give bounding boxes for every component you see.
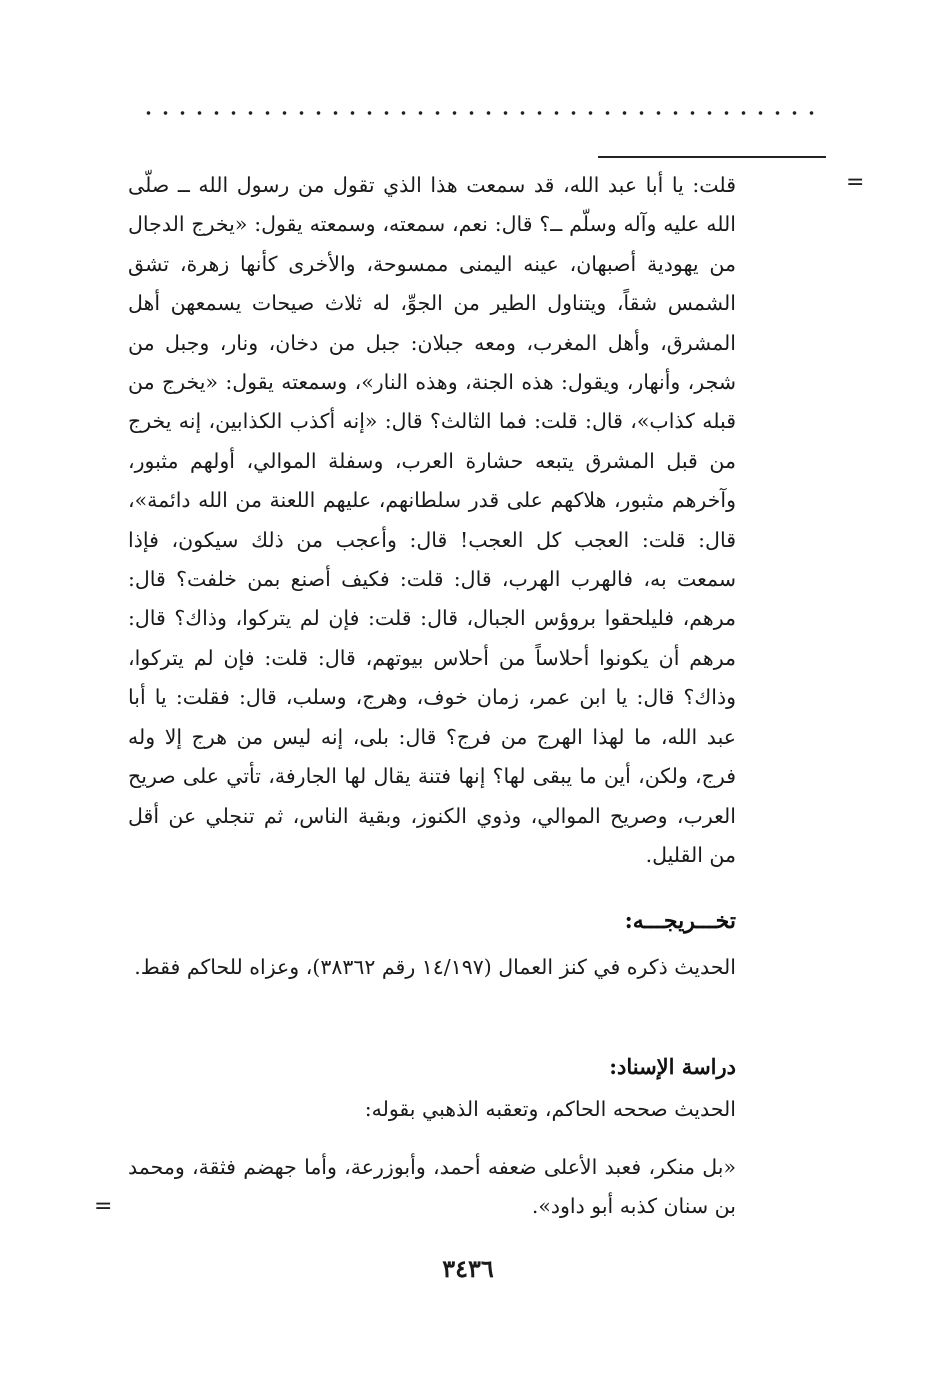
dirasa-heading: دراسة الإسناد:	[609, 1054, 736, 1079]
dotted-separator	[140, 108, 820, 118]
dirasa-intro-line: الحديث صححه الحاكم، وتعقبه الذهبي بقوله:	[364, 1097, 736, 1121]
takhrij-paragraph: الحديث ذكره في كنز العمال (١٤/١٩٧ رقم ٣٨٣٦٢)، وعزاه للحاكم فقط.	[134, 955, 736, 979]
margin-mark-bottom: =	[94, 1194, 113, 1219]
top-rule-line	[598, 156, 826, 158]
takhrij-body	[128, 948, 736, 987]
hadith-body	[128, 166, 736, 875]
takhrij-heading: تخـــريجـــه:	[624, 908, 736, 934]
hadith-paragraph: قلت: يا أبا عبد الله، قد سمعت هذا الذي تقول من رسول الله ــ صلّى الله عليه وآله وسلّم ــ؟ قال: نعم، سمعته، وسمعته يقول: «يخرج الدجال من يهودية أصبهان، عينه اليمنى ممسوحة، والأخرى كأنها زهرة، تشق الشمس شقاً، ويتناول الطير من الجوِّ، له ثلاث صيحات يسمعهن أهل المشرق، وأهل المغرب، ومعه جبلان: جبل من دخان، ونار، وجبل من شجر، وأنهار، ويقول: هذه الجنة، وهذه النار»، وسمعته يقول: «يخرج من قبله كذاب»، قال: قلت: فما الثالث؟ قال: «إنه أكذب الكذابين، إنه يخرج من قبل المشرق يتبعه حشارة العرب، وسفلة الموالي، أولهم مثبور، وآخرهم مثبور، هلاكهم على قدر سلطانهم، عليهم اللعنة من الله دائمة»، قال: قلت: العجب كل العجب! قال: وأعجب من ذلك سيكون، فإذا سمعت به، فالهرب الهرب، قال: قلت: فكيف أصنع بمن خلفت؟ قال: مرهم، فليلحقوا بروؤس الجبال، قال: قلت: فإن لم يتركوا، وذاك؟ قال: مرهم أن يكونوا أحلاساً من أحلاس بيوتهم، قال: قلت: فإن لم يتركوا، وذاك؟ قال: يا ابن عمر، زمان خوف، وهرج، وسلب، قال: فقلت: يا أبا عبد الله، ما لهذا الهرج من فرج؟ قال: بلى، إنه ليس من هرج إلا وله فرج، ولكن، أين ما يبقى لها؟ إنها فتنة يقال لها الجارفة، تأتي على صريح العرب، وصريح الموالي، وذوي الكنوز، وبقية الناس، ثم تنجلي عن أقل من القليل.	[128, 173, 736, 867]
page-number: ٣٤٣٦	[442, 1254, 494, 1283]
dirasa-intro	[128, 1090, 736, 1129]
dirasa-quote-text: «بل منكر، فعبد الأعلى ضعفه أحمد، وأبوزرعة، وأما جهضم فثقة، ومحمد بن سنان كذبه أبو داود».	[128, 1155, 736, 1218]
dirasa-quote	[128, 1148, 736, 1226]
margin-mark-top: =	[846, 170, 865, 195]
